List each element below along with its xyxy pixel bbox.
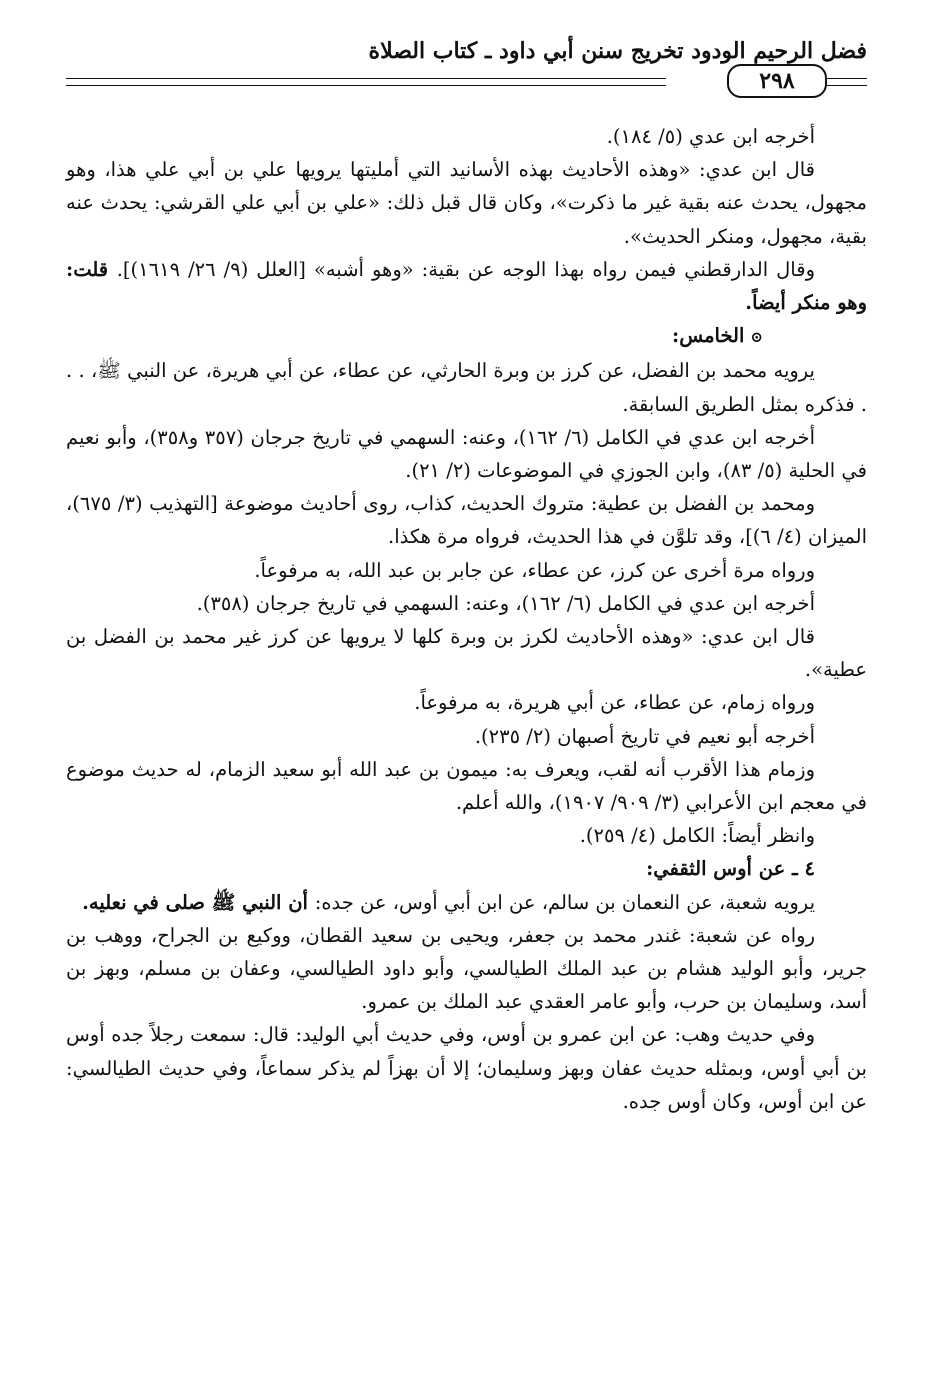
paragraph: قال ابن عدي: «وهذه الأحاديث لكرز بن وبرة كلها لا يرويها عن كرز غير محمد بن الفضل بن عطية». <box>66 625 867 682</box>
paragraph: ومحمد بن الفضل بن عطية: متروك الحديث، كذاب، روى أحاديث موضوعة [التهذيب (٣/ ٦٧٥)، الميزان (٤/ ٦)]، وقد تلوَّن في هذا الحديث، فرواه مرة هكذا. <box>66 492 867 549</box>
running-header-title: فضل الرحيم الودود تخريج سنن أبي داود ـ كتاب الصلاة <box>368 38 867 64</box>
paragraph: وقال الدارقطني فيمن رواه بهذا الوجه عن بقية: «وهو أشبه» [العلل (٩/ ٢٦/ ١٦١٩)]. قلت: وهو منكر أيضاً. <box>66 257 867 315</box>
paragraph: أخرجه أبو نعيم في تاريخ أصبهان (٢/ ٢٣٥). <box>474 724 815 748</box>
paragraph: قال ابن عدي: «وهذه الأحاديث بهذه الأسانيد التي أمليتها يرويها علي بن أبي علي هذا، وهو مجهول، يحدث عنه بقية غير ما ذكرت»، وكان قال قبل ذلك: «علي بن أبي علي القرشي: يحدث عنه بقية، مجهول، ومنكر الحديث». <box>66 158 867 248</box>
page-number-row <box>66 62 867 98</box>
paragraph: يرويه شعبة، عن النعمان بن سالم، عن ابن أبي أوس، عن جده: أن النبي ﷺ صلى في نعليه. <box>82 890 815 914</box>
paragraph: أخرجه ابن عدي (٥/ ١٨٤). <box>606 125 815 148</box>
paragraph: رواه عن شعبة: غندر محمد بن جعفر، ويحيى بن سعيد القطان، ووكيع بن الجراح، ووهب بن جرير، وأبو الوليد هشام بن عبد الملك الطيالسي، وأبو داود الطيالسي، وعفان بن مسلم، وبهز بن أسد، وسليمان بن حرب، وأبو عامر العقدي عبد الملك بن عمرو. <box>66 923 867 1014</box>
section-heading: ⊙الخامس: <box>66 319 867 354</box>
page-body <box>66 120 867 1118</box>
header-double-rule-left <box>66 78 666 86</box>
paragraph: وفي حديث وهب: عن ابن عمرو بن أوس، وفي حديث أبي الوليد: قال: سمعت رجلاً جده أوس بن أبي أوس، وبمثله حديث عفان وبهز وسليمان؛ إلا أن بهزاً لم يذكر سماعاً، وفي حديث الطيالسي: عن ابن أوس، وكان أوس جده. <box>66 1023 867 1113</box>
section-heading: ٤ ـ عن أوس الثقفي: <box>646 857 815 881</box>
bullet-icon: ⊙ <box>750 328 763 347</box>
paragraph: أخرجه ابن عدي في الكامل (٦/ ١٦٢)، وعنه: السهمي في تاريخ جرجان (٣٥٨). <box>196 591 815 615</box>
bold-hadith-text: أن النبي ﷺ صلى في نعليه. <box>82 890 315 914</box>
paragraph: يرويه محمد بن الفضل، عن كرز بن وبرة الحارثي، عن عطاء، عن أبي هريرة، عن النبي ﷺ، . . . فذكره بمثل الطريق السابقة. <box>66 359 867 416</box>
page-number-badge: ٢٩٨ <box>727 64 827 98</box>
paragraph: أخرجه ابن عدي في الكامل (٦/ ١٦٢)، وعنه: السهمي في تاريخ جرجان (٣٥٧ و٣٥٨)، وأبو نعيم في الحلية (٥/ ٨٣)، وابن الجوزي في الموضوعات (٢/ ٢١). <box>66 425 867 483</box>
paragraph: ورواه زمام، عن عطاء، عن أبي هريرة، به مرفوعاً. <box>414 691 815 715</box>
bold-remark: قلت: وهو منكر أيضاً. <box>66 257 867 315</box>
paragraph: وزمام هذا الأقرب أنه لقب، ويعرف به: ميمون بن عبد الله أبو سعيد الزمام، له حديث موضوع في معجم ابن الأعرابي (٣/ ٩٠٩/ ١٩٠٧)، والله أعلم. <box>66 757 867 815</box>
header-double-rule-right <box>827 78 867 86</box>
paragraph: ورواه مرة أخرى عن كرز، عن عطاء، عن جابر بن عبد الله، به مرفوعاً. <box>254 558 815 582</box>
paragraph: وانظر أيضاً: الكامل (٤/ ٢٥٩). <box>579 824 815 848</box>
